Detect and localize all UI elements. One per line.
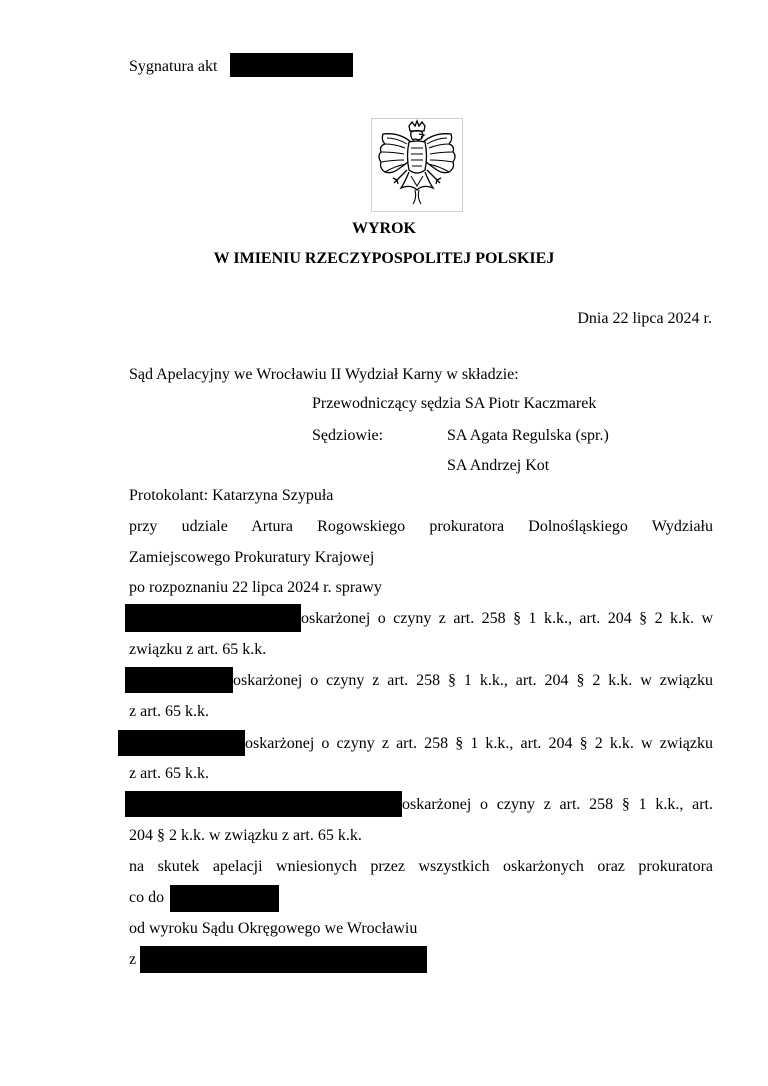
redaction-defendant-1 [125, 604, 301, 632]
redaction-defendant-4 [125, 791, 402, 817]
redaction-defendant-2 [125, 667, 233, 693]
defendant-2-charge-line-2: z art. 65 k.k. [129, 703, 209, 720]
defendant-1-charge-line-1: oskarżonej o czyny z art. 258 § 1 k.k., art. 204 § 2 k.k. w [301, 610, 713, 627]
judge-2: SA Andrzej Kot [447, 457, 550, 474]
judgment-date: Dnia 22 lipca 2024 r. [577, 310, 712, 327]
case-intro: po rozpoznaniu 22 lipca 2024 r. sprawy [129, 579, 382, 596]
appeal-line-1: na skutek apelacji wniesionych przez wszystkich oskarżonych oraz prokuratora [129, 858, 713, 875]
redaction-case-number [230, 53, 353, 77]
judgment-subtitle: W IMIENIU RZECZYPOSPOLITEJ POLSKIEJ [213, 250, 555, 267]
redaction-judgment-reference [140, 946, 427, 973]
lower-court-judgment: od wyroku Sądu Okręgowego we Wrocławiu [129, 920, 418, 937]
prosecutor-line-2: Zamiejscowego Prokuratury Krajowej [129, 549, 375, 566]
defendant-4-charge-line-2: 204 § 2 k.k. w związku z art. 65 k.k. [129, 827, 362, 844]
appeal-line-2: co do [129, 889, 165, 906]
redaction-defendant-3 [118, 730, 245, 756]
judgment-title: WYROK [352, 220, 416, 237]
court-composition: Sąd Apelacyjny we Wrocławiu II Wydział Karny w składzie: [129, 366, 519, 383]
judge-1: SA Agata Regulska (spr.) [447, 427, 609, 444]
presiding-judge: Przewodniczący sędzia SA Piotr Kaczmarek [312, 395, 597, 412]
prosecutor-line-1: przy udziale Artura Rogowskiego prokuratora Dolnośląskiego Wydziału [129, 518, 713, 535]
defendant-2-charge-line-1: oskarżonej o czyny z art. 258 § 1 k.k., art. 204 § 2 k.k. w związku [233, 672, 713, 689]
redaction-appeal-subject [170, 885, 279, 912]
case-signature-label: Sygnatura akt [129, 58, 218, 75]
defendant-3-charge-line-2: z art. 65 k.k. [129, 765, 209, 782]
defendant-1-charge-line-2: związku z art. 65 k.k. [129, 641, 267, 658]
judgment-date-prefix: z [129, 951, 137, 968]
defendant-3-charge-line-1: oskarżonej o czyny z art. 258 § 1 k.k., art. 204 § 2 k.k. w związku [245, 735, 713, 752]
court-clerk: Protokolant: Katarzyna Szypuła [129, 487, 334, 504]
polish-white-eagle-emblem-icon [371, 118, 463, 212]
defendant-4-charge-line-1: oskarżonej o czyny z art. 258 § 1 k.k., art. [402, 796, 713, 813]
judges-label: Sędziowie: [312, 427, 384, 444]
